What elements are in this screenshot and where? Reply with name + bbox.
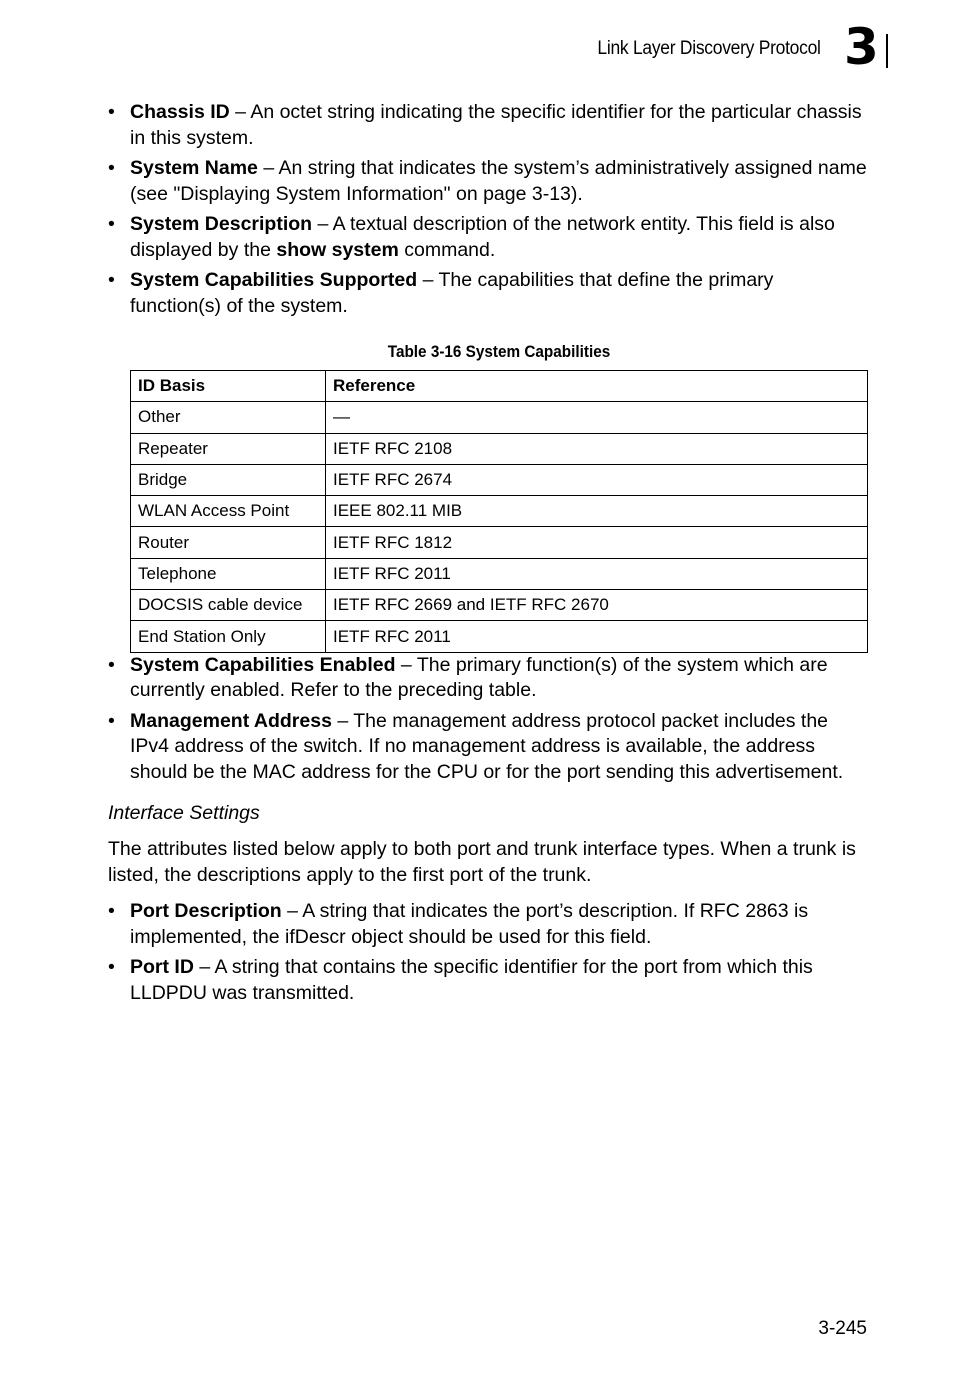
term: System Capabilities Supported	[130, 269, 418, 291]
term: Chassis ID	[130, 101, 230, 123]
list-item	[108, 100, 868, 151]
column-header-id-basis: ID Basis	[131, 371, 326, 402]
bullet-list-top	[108, 100, 868, 319]
table-row	[131, 527, 868, 558]
page-number: 3-245	[818, 1318, 867, 1339]
description: command.	[398, 238, 496, 261]
table-caption: Table 3-16 System Capabilities	[387, 342, 611, 361]
command-name: show system	[276, 238, 399, 261]
chapter-rule	[886, 34, 888, 68]
reference-cell: IETF RFC 2011	[326, 621, 868, 652]
list-item	[108, 955, 868, 1006]
table-row	[131, 433, 868, 464]
id-basis-cell: WLAN Access Point	[131, 496, 326, 527]
list-item	[108, 899, 868, 950]
term: System Capabilities Enabled	[130, 653, 396, 676]
reference-cell: IETF RFC 2108	[326, 433, 868, 464]
table-header-row	[131, 371, 868, 402]
id-basis-cell: DOCSIS cable device	[131, 590, 326, 621]
table-row	[131, 621, 868, 652]
table-row	[131, 496, 868, 527]
reference-cell: IETF RFC 2669 and IETF RFC 2670	[326, 590, 868, 621]
term: Port Description	[130, 900, 282, 923]
description: – The primary function(s) of the system which are currently enabled. Refer to the preceding table.	[130, 653, 828, 702]
description: – A textual description of the network entity. This field is also displayed by the	[130, 213, 835, 261]
reference-cell: IETF RFC 1812	[326, 527, 868, 558]
list-item	[108, 212, 868, 263]
reference-cell: IETF RFC 2674	[326, 464, 868, 495]
list-item	[108, 156, 868, 207]
description: – The capabilities that define the primary function(s) of the system.	[130, 269, 774, 317]
id-basis-cell: Telephone	[131, 558, 326, 589]
id-basis-cell: End Station Only	[131, 621, 326, 652]
section-paragraph: The attributes listed below apply to both port and trunk interface types. When a trunk is listed, the descriptions apply to the first port of the trunk.	[108, 838, 856, 886]
description: – An octet string indicating the specific identifier for the particular chassis in this system.	[130, 101, 862, 149]
table-row	[131, 558, 868, 589]
term: System Name	[130, 157, 258, 179]
running-header-title: Link Layer Discovery Protocol	[597, 38, 821, 59]
reference-cell: —	[326, 402, 868, 433]
table-row	[131, 402, 868, 433]
column-header-reference: Reference	[326, 371, 868, 402]
description: – A string that contains the specific identifier for the port from which this LLDPDU was transmitted.	[130, 956, 813, 1004]
list-item	[108, 709, 868, 786]
term: Port ID	[130, 956, 194, 979]
list-item	[108, 268, 868, 319]
system-capabilities-table	[130, 370, 868, 653]
id-basis-cell: Router	[131, 527, 326, 558]
chapter-number: 3	[844, 18, 879, 76]
id-basis-cell: Repeater	[131, 433, 326, 464]
description: – A string that indicates the port’s description. If RFC 2863 is implemented, the ifDescr object should be used for this field.	[130, 900, 809, 948]
term: Management Address	[130, 709, 332, 732]
list-item	[108, 653, 868, 704]
bullet-list-middle	[108, 653, 868, 786]
table-row	[131, 590, 868, 621]
reference-cell: IETF RFC 2011	[326, 558, 868, 589]
table-row	[131, 464, 868, 495]
bullet-list-bottom	[108, 899, 868, 1006]
description: – An string that indicates the system’s administratively assigned name (see "Displaying System Information" on page 3-13).	[130, 157, 867, 205]
description: – The management address protocol packet includes the IPv4 address of the switch. If no management address is available, the address should be the MAC address for the CPU or for the port sending this advertisement.	[130, 709, 844, 783]
page-content	[108, 100, 868, 1011]
id-basis-cell: Bridge	[131, 464, 326, 495]
reference-cell: IEEE 802.11 MIB	[326, 496, 868, 527]
term: System Description	[130, 213, 313, 235]
section-heading: Interface Settings	[108, 802, 260, 825]
id-basis-cell: Other	[131, 402, 326, 433]
